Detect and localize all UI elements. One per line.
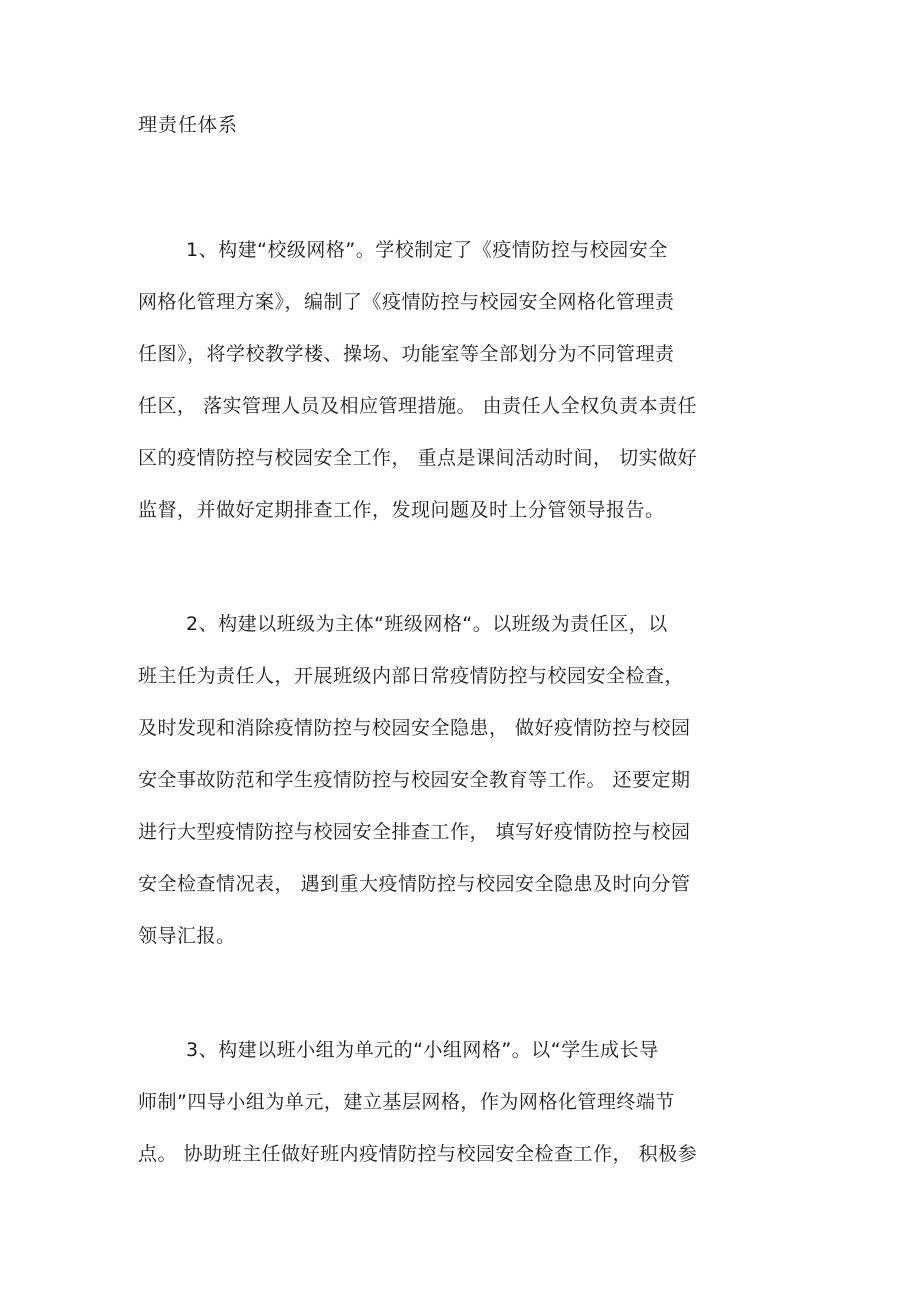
paragraph-line: 安全事故防范和学生疫情防控与校园安全教育等工作。 还要定期 xyxy=(138,769,691,791)
paragraph-line: 监督，并做好定期排查工作，发现问题及时上分管领导报告。 xyxy=(138,499,665,521)
paragraph-line: 区的疫情防控与校园安全工作， 重点是课间活动时间， 切实做好 xyxy=(138,447,698,469)
paragraph-school-grid xyxy=(138,224,710,536)
paragraph-line: 安全检查情况表， 遇到重大疫情防控与校园安全隐患及时向分管 xyxy=(138,873,691,895)
paragraph-line: 班主任为责任人，开展班级内部日常疫情防控与校园安全检查， xyxy=(138,665,685,687)
paragraph-line: 进行大型疫情防控与校园安全排查工作， 填写好疫情防控与校园 xyxy=(138,821,691,843)
section-heading: 理责任体系 xyxy=(138,114,239,136)
paragraph-line: 网格化管理方案》，编制了《疫情防控与校园安全网格化管理责 xyxy=(138,291,675,313)
paragraph-line: 1、构建“校级网格”。学校制定了《疫情防控与校园安全 xyxy=(186,239,668,261)
paragraph-class-grid xyxy=(138,598,710,962)
paragraph-line: 任图》，将学校教学楼、操场、功能室等全部划分为不同管理责 xyxy=(138,343,675,365)
paragraph-line: 3、构建以班小组为单元的“小组网格”。以“学生成长导 xyxy=(186,1039,659,1061)
paragraph-line: 师制”四导小组为单元，建立基层网格，作为网格化管理终端节 xyxy=(138,1091,675,1113)
paragraph-line: 任区， 落实管理人员及相应管理措施。 由责任人全权负责本责任 xyxy=(138,395,698,417)
paragraph-line: 2、构建以班级为主体“班级网格“。以班级为责任区，以 xyxy=(186,613,668,635)
paragraph-line: 及时发现和消除疫情防控与校园安全隐患， 做好疫情防控与校园 xyxy=(138,717,691,739)
paragraph-line: 点。 协助班主任做好班内疫情防控与校园安全检查工作， 积极参 xyxy=(138,1143,698,1165)
paragraph-group-grid xyxy=(138,1024,710,1180)
paragraph-line: 领导汇报。 xyxy=(138,925,236,947)
